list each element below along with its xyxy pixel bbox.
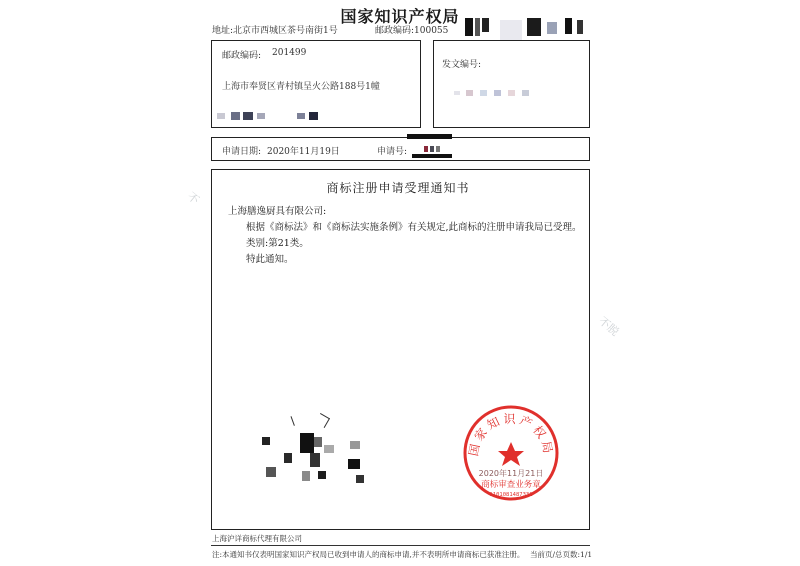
watermark-left: 不 [184,189,202,207]
notice-addressee: 上海膳逸厨具有限公司: [228,206,327,217]
page-indicator: 当前页/总页数:1/1 [530,550,593,559]
seal-serial: 1101081487331 [489,492,533,498]
star-icon [498,442,524,466]
footer-divider [211,545,590,546]
official-seal [462,404,560,502]
dispatch-box [433,40,590,128]
redacted-dispatch-number [454,89,554,97]
notice-title: 商标注册申请受理通知书 [326,181,470,195]
redacted-signature [262,415,372,490]
recipient-postal-value: 201499 [272,48,307,58]
recipient-postal-label: 邮政编码: [222,51,262,61]
agent-name: 上海沪详商标代理有限公司 [212,534,302,543]
footer-note: 注:本通知书仅表明国家知识产权局已收到申请人的商标申请,并不表明所申请商标已获准注册。 [212,550,525,559]
issuer-title: 国家知识产权局 [340,7,460,26]
application-bar [211,137,590,161]
seal-date: 2020年11月21日 [478,469,544,478]
notice-closing: 特此通知。 [246,254,294,265]
application-number-label: 申请号: [377,147,408,157]
recipient-address: 上海市奉贤区青村镇呈火公路188号1幢 [222,82,380,92]
issuer-postal-code: 邮政编码:100055 [375,26,449,36]
watermark-right: 不脱 [596,314,622,339]
application-date-value: 2020年11月19日 [267,147,340,157]
redacted-application-number [402,134,462,158]
recipient-box [211,40,421,128]
redacted-recipient-name [217,111,337,121]
notice-class: 类别:第21类。 [246,238,309,249]
seal-top-text: 国家知识产权局 [466,412,556,458]
dispatch-number-label: 发文编号: [442,60,482,70]
seal-bottom-text: 商标审查业务章 [481,480,541,490]
issuer-address: 地址:北京市西城区茶号南街1号 [212,26,338,36]
application-date-label: 申请日期: [222,147,262,157]
notice-paragraph: 根据《商标法》和《商标法实施条例》有关规定,此商标的注册申请我局已受理。 [246,222,582,233]
